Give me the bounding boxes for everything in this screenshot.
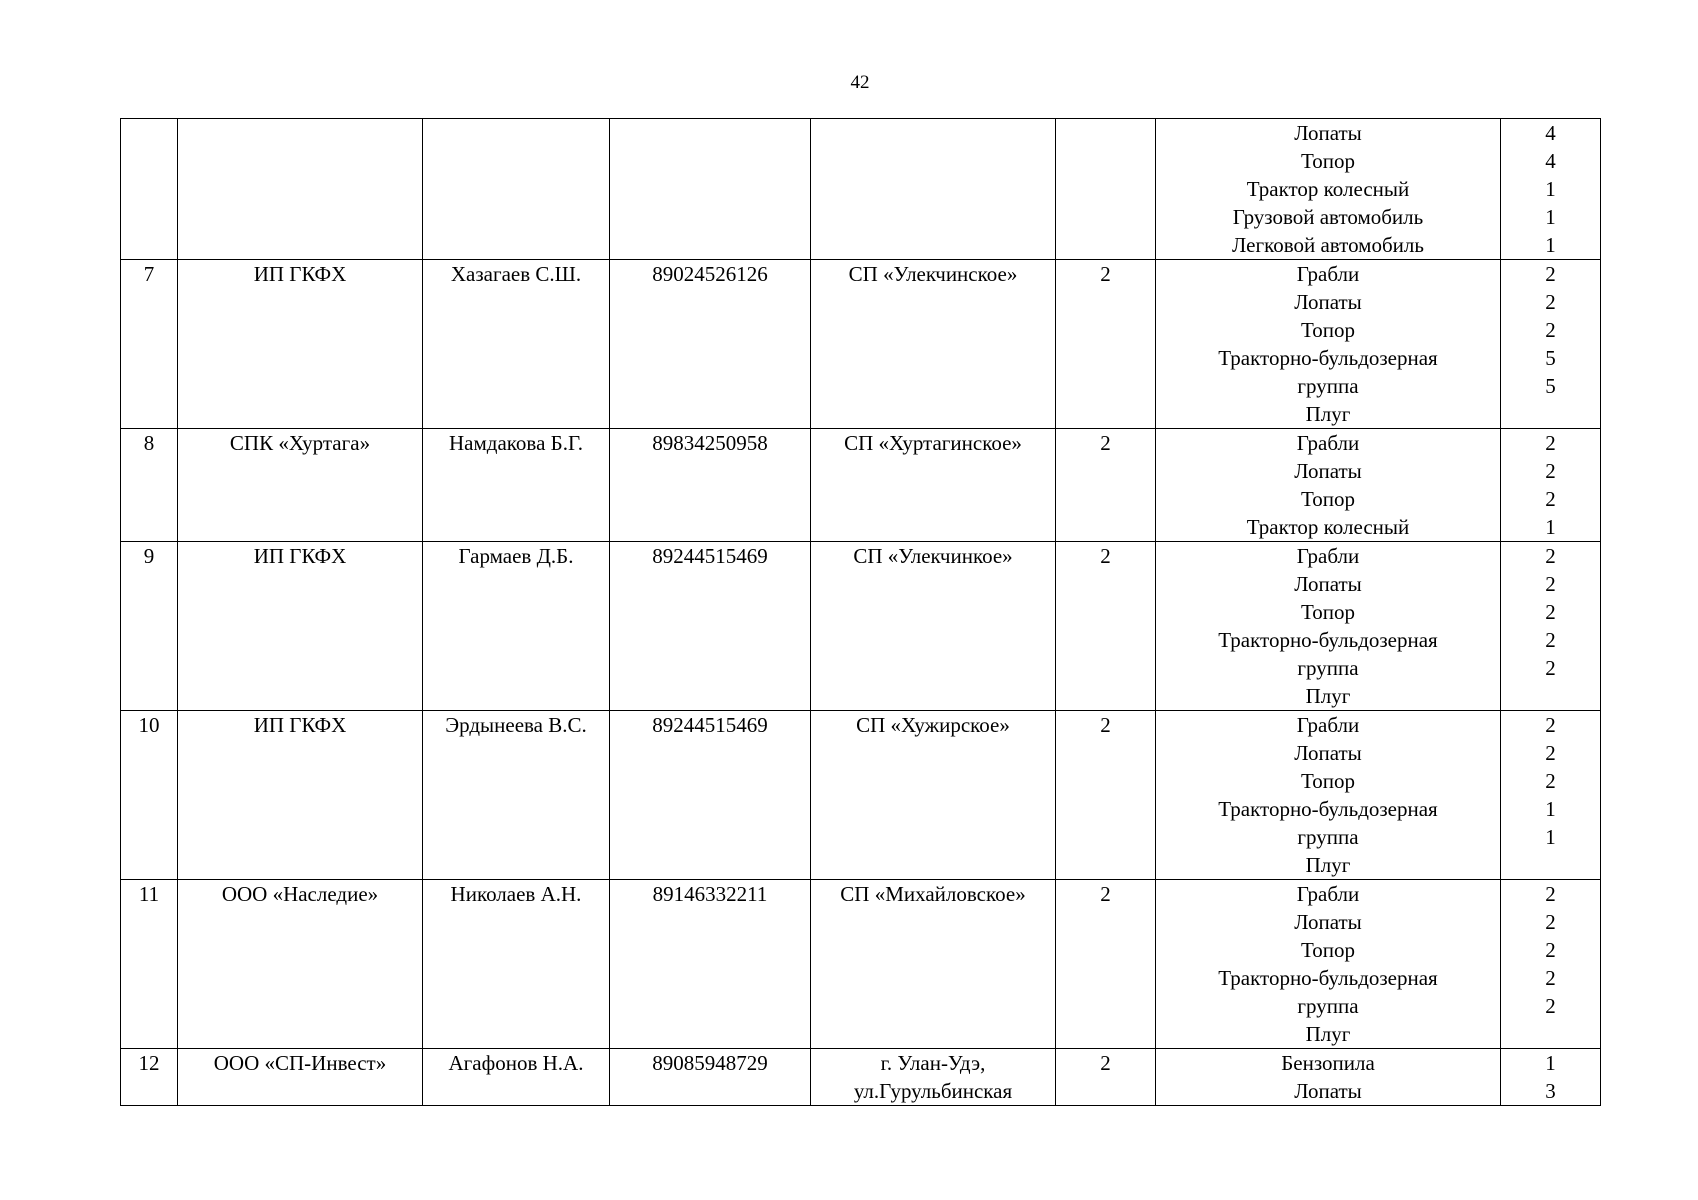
settlement-cell <box>811 1049 1056 1106</box>
quantity-item: 2 <box>1545 431 1556 455</box>
equipment-item: Грабли <box>1296 882 1360 906</box>
organization-cell: ООО «Наследие» <box>178 880 423 1049</box>
equipment-item: Грузовой автомобиль <box>1232 205 1424 229</box>
quantity-item: 2 <box>1545 544 1556 568</box>
equipment-cell <box>1156 1049 1501 1106</box>
quantity-item: 1 <box>1545 205 1556 229</box>
quantity-item: 2 <box>1545 487 1556 511</box>
settlement-cell <box>811 119 1056 260</box>
equipment-item: Плуг <box>1305 402 1351 426</box>
equipment-item: Топор <box>1301 600 1355 624</box>
quantity-item: 2 <box>1545 769 1556 793</box>
equipment-cell <box>1156 711 1501 880</box>
equipment-item: Лопаты <box>1294 121 1362 145</box>
equipment-item: Топор <box>1301 769 1355 793</box>
quantity-cell <box>1501 1049 1601 1106</box>
equipment-item: Топор <box>1301 149 1355 173</box>
equipment-item: Тракторно-бульдозерная <box>1218 797 1438 821</box>
quantity-item: 2 <box>1545 966 1556 990</box>
settlement-line: СП «Улекчинское» <box>848 262 1018 286</box>
quantity-cell <box>1501 119 1601 260</box>
equipment-item: Бензопила <box>1281 1051 1375 1075</box>
quantity-item: 2 <box>1545 994 1556 1018</box>
equipment-item: группа <box>1297 656 1359 680</box>
equipment-item: Грабли <box>1296 713 1360 737</box>
quantity-item: 1 <box>1545 825 1556 849</box>
phone-cell: 89244515469 <box>610 542 811 711</box>
quantity-item: 1 <box>1545 797 1556 821</box>
quantity-item: 2 <box>1545 318 1556 342</box>
phone-cell: 89085948729 <box>610 1049 811 1106</box>
equipment-item: Лопаты <box>1294 290 1362 314</box>
equipment-item: Лопаты <box>1294 459 1362 483</box>
table-row <box>121 119 1601 260</box>
count-cell: 2 <box>1056 429 1156 542</box>
row-number-cell: 11 <box>121 880 178 1049</box>
equipment-item: Лопаты <box>1294 572 1362 596</box>
quantity-item: 2 <box>1545 572 1556 596</box>
settlement-line: г. Улан-Удэ, <box>880 1051 986 1075</box>
settlement-line: СП «Хуртагинское» <box>844 431 1022 455</box>
equipment-item: Лопаты <box>1294 910 1362 934</box>
table-body <box>121 119 1601 1106</box>
quantity-item: 2 <box>1545 713 1556 737</box>
head-name-cell <box>423 119 610 260</box>
quantity-cell <box>1501 542 1601 711</box>
count-cell: 2 <box>1056 1049 1156 1106</box>
organization-cell: ИП ГКФХ <box>178 711 423 880</box>
head-name-cell: Николаев А.Н. <box>423 880 610 1049</box>
quantity-item: 2 <box>1545 938 1556 962</box>
row-number-cell: 10 <box>121 711 178 880</box>
row-number-cell: 9 <box>121 542 178 711</box>
phone-cell: 89834250958 <box>610 429 811 542</box>
row-number-cell <box>121 119 178 260</box>
settlement-cell <box>811 429 1056 542</box>
organization-cell: ИП ГКФХ <box>178 260 423 429</box>
count-cell: 2 <box>1056 260 1156 429</box>
phone-cell: 89244515469 <box>610 711 811 880</box>
organization-cell <box>178 119 423 260</box>
settlement-cell <box>811 711 1056 880</box>
quantity-item: 5 <box>1545 346 1556 370</box>
equipment-item: Плуг <box>1305 853 1351 877</box>
equipment-cell <box>1156 880 1501 1049</box>
organization-cell: ИП ГКФХ <box>178 542 423 711</box>
quantity-item: 2 <box>1545 262 1556 286</box>
equipment-item: Трактор колесный <box>1246 515 1410 539</box>
organization-cell: СПК «Хуртага» <box>178 429 423 542</box>
equipment-item: Грабли <box>1296 262 1360 286</box>
quantity-item <box>1505 682 1596 710</box>
equipment-cell <box>1156 429 1501 542</box>
equipment-item: группа <box>1297 374 1359 398</box>
quantity-item: 1 <box>1545 515 1556 539</box>
quantity-item: 1 <box>1545 177 1556 201</box>
equipment-cell <box>1156 542 1501 711</box>
quantity-item: 2 <box>1545 910 1556 934</box>
table-row <box>121 880 1601 1049</box>
quantity-item: 2 <box>1545 628 1556 652</box>
head-name-cell: Гармаев Д.Б. <box>423 542 610 711</box>
equipment-cell <box>1156 260 1501 429</box>
count-cell <box>1056 119 1156 260</box>
quantity-cell <box>1501 429 1601 542</box>
quantity-item: 1 <box>1545 233 1556 257</box>
settlement-cell <box>811 542 1056 711</box>
quantity-item: 2 <box>1545 656 1556 680</box>
quantity-item: 2 <box>1545 600 1556 624</box>
quantity-cell <box>1501 711 1601 880</box>
count-cell: 2 <box>1056 542 1156 711</box>
table-row <box>121 429 1601 542</box>
quantity-item: 4 <box>1545 149 1556 173</box>
equipment-item: Плуг <box>1305 1022 1351 1046</box>
equipment-item: Грабли <box>1296 544 1360 568</box>
quantity-item: 4 <box>1545 121 1556 145</box>
equipment-item: Лопаты <box>1294 1079 1362 1103</box>
settlement-line: СП «Улекчинкое» <box>853 544 1013 568</box>
equipment-item: Тракторно-бульдозерная <box>1218 628 1438 652</box>
quantity-item: 2 <box>1545 882 1556 906</box>
equipment-item: Трактор колесный <box>1246 177 1410 201</box>
head-name-cell: Агафонов Н.А. <box>423 1049 610 1106</box>
equipment-item: Грабли <box>1296 431 1360 455</box>
quantity-item: 5 <box>1545 374 1556 398</box>
quantity-item <box>1505 1020 1596 1048</box>
settlement-line: СП «Михайловское» <box>840 882 1026 906</box>
phone-cell: 89024526126 <box>610 260 811 429</box>
phone-cell: 89146332211 <box>610 880 811 1049</box>
settlement-cell <box>811 260 1056 429</box>
equipment-item: Топор <box>1301 938 1355 962</box>
phone-cell <box>610 119 811 260</box>
organization-cell: ООО «СП-Инвест» <box>178 1049 423 1106</box>
equipment-item: Легковой автомобиль <box>1232 233 1424 257</box>
table-row <box>121 1049 1601 1106</box>
equipment-item: Топор <box>1301 318 1355 342</box>
equipment-item: Плуг <box>1305 684 1351 708</box>
quantity-item: 1 <box>1545 1051 1556 1075</box>
table-row <box>121 260 1601 429</box>
quantity-cell <box>1501 260 1601 429</box>
table-row <box>121 711 1601 880</box>
equipment-item: группа <box>1297 994 1359 1018</box>
equipment-item: Топор <box>1301 487 1355 511</box>
head-name-cell: Эрдынеева В.С. <box>423 711 610 880</box>
head-name-cell: Хазагаев С.Ш. <box>423 260 610 429</box>
row-number-cell: 8 <box>121 429 178 542</box>
quantity-item: 2 <box>1545 459 1556 483</box>
row-number-cell: 7 <box>121 260 178 429</box>
count-cell: 2 <box>1056 711 1156 880</box>
equipment-item: Тракторно-бульдозерная <box>1218 966 1438 990</box>
quantity-item: 3 <box>1545 1079 1556 1103</box>
settlement-line: ул.Гурульбинская <box>853 1079 1013 1103</box>
settlement-line: СП «Хужирское» <box>856 713 1010 737</box>
equipment-table <box>120 118 1601 1106</box>
count-cell: 2 <box>1056 880 1156 1049</box>
quantity-item <box>1505 400 1596 428</box>
table-row <box>121 542 1601 711</box>
head-name-cell: Намдакова Б.Г. <box>423 429 610 542</box>
page-number: 42 <box>850 72 870 93</box>
equipment-item: Лопаты <box>1294 741 1362 765</box>
quantity-item: 2 <box>1545 741 1556 765</box>
equipment-item: Тракторно-бульдозерная <box>1218 346 1438 370</box>
quantity-item <box>1505 851 1596 879</box>
row-number-cell: 12 <box>121 1049 178 1106</box>
equipment-item: группа <box>1297 825 1359 849</box>
quantity-item: 2 <box>1545 290 1556 314</box>
equipment-cell <box>1156 119 1501 260</box>
settlement-cell <box>811 880 1056 1049</box>
quantity-cell <box>1501 880 1601 1049</box>
